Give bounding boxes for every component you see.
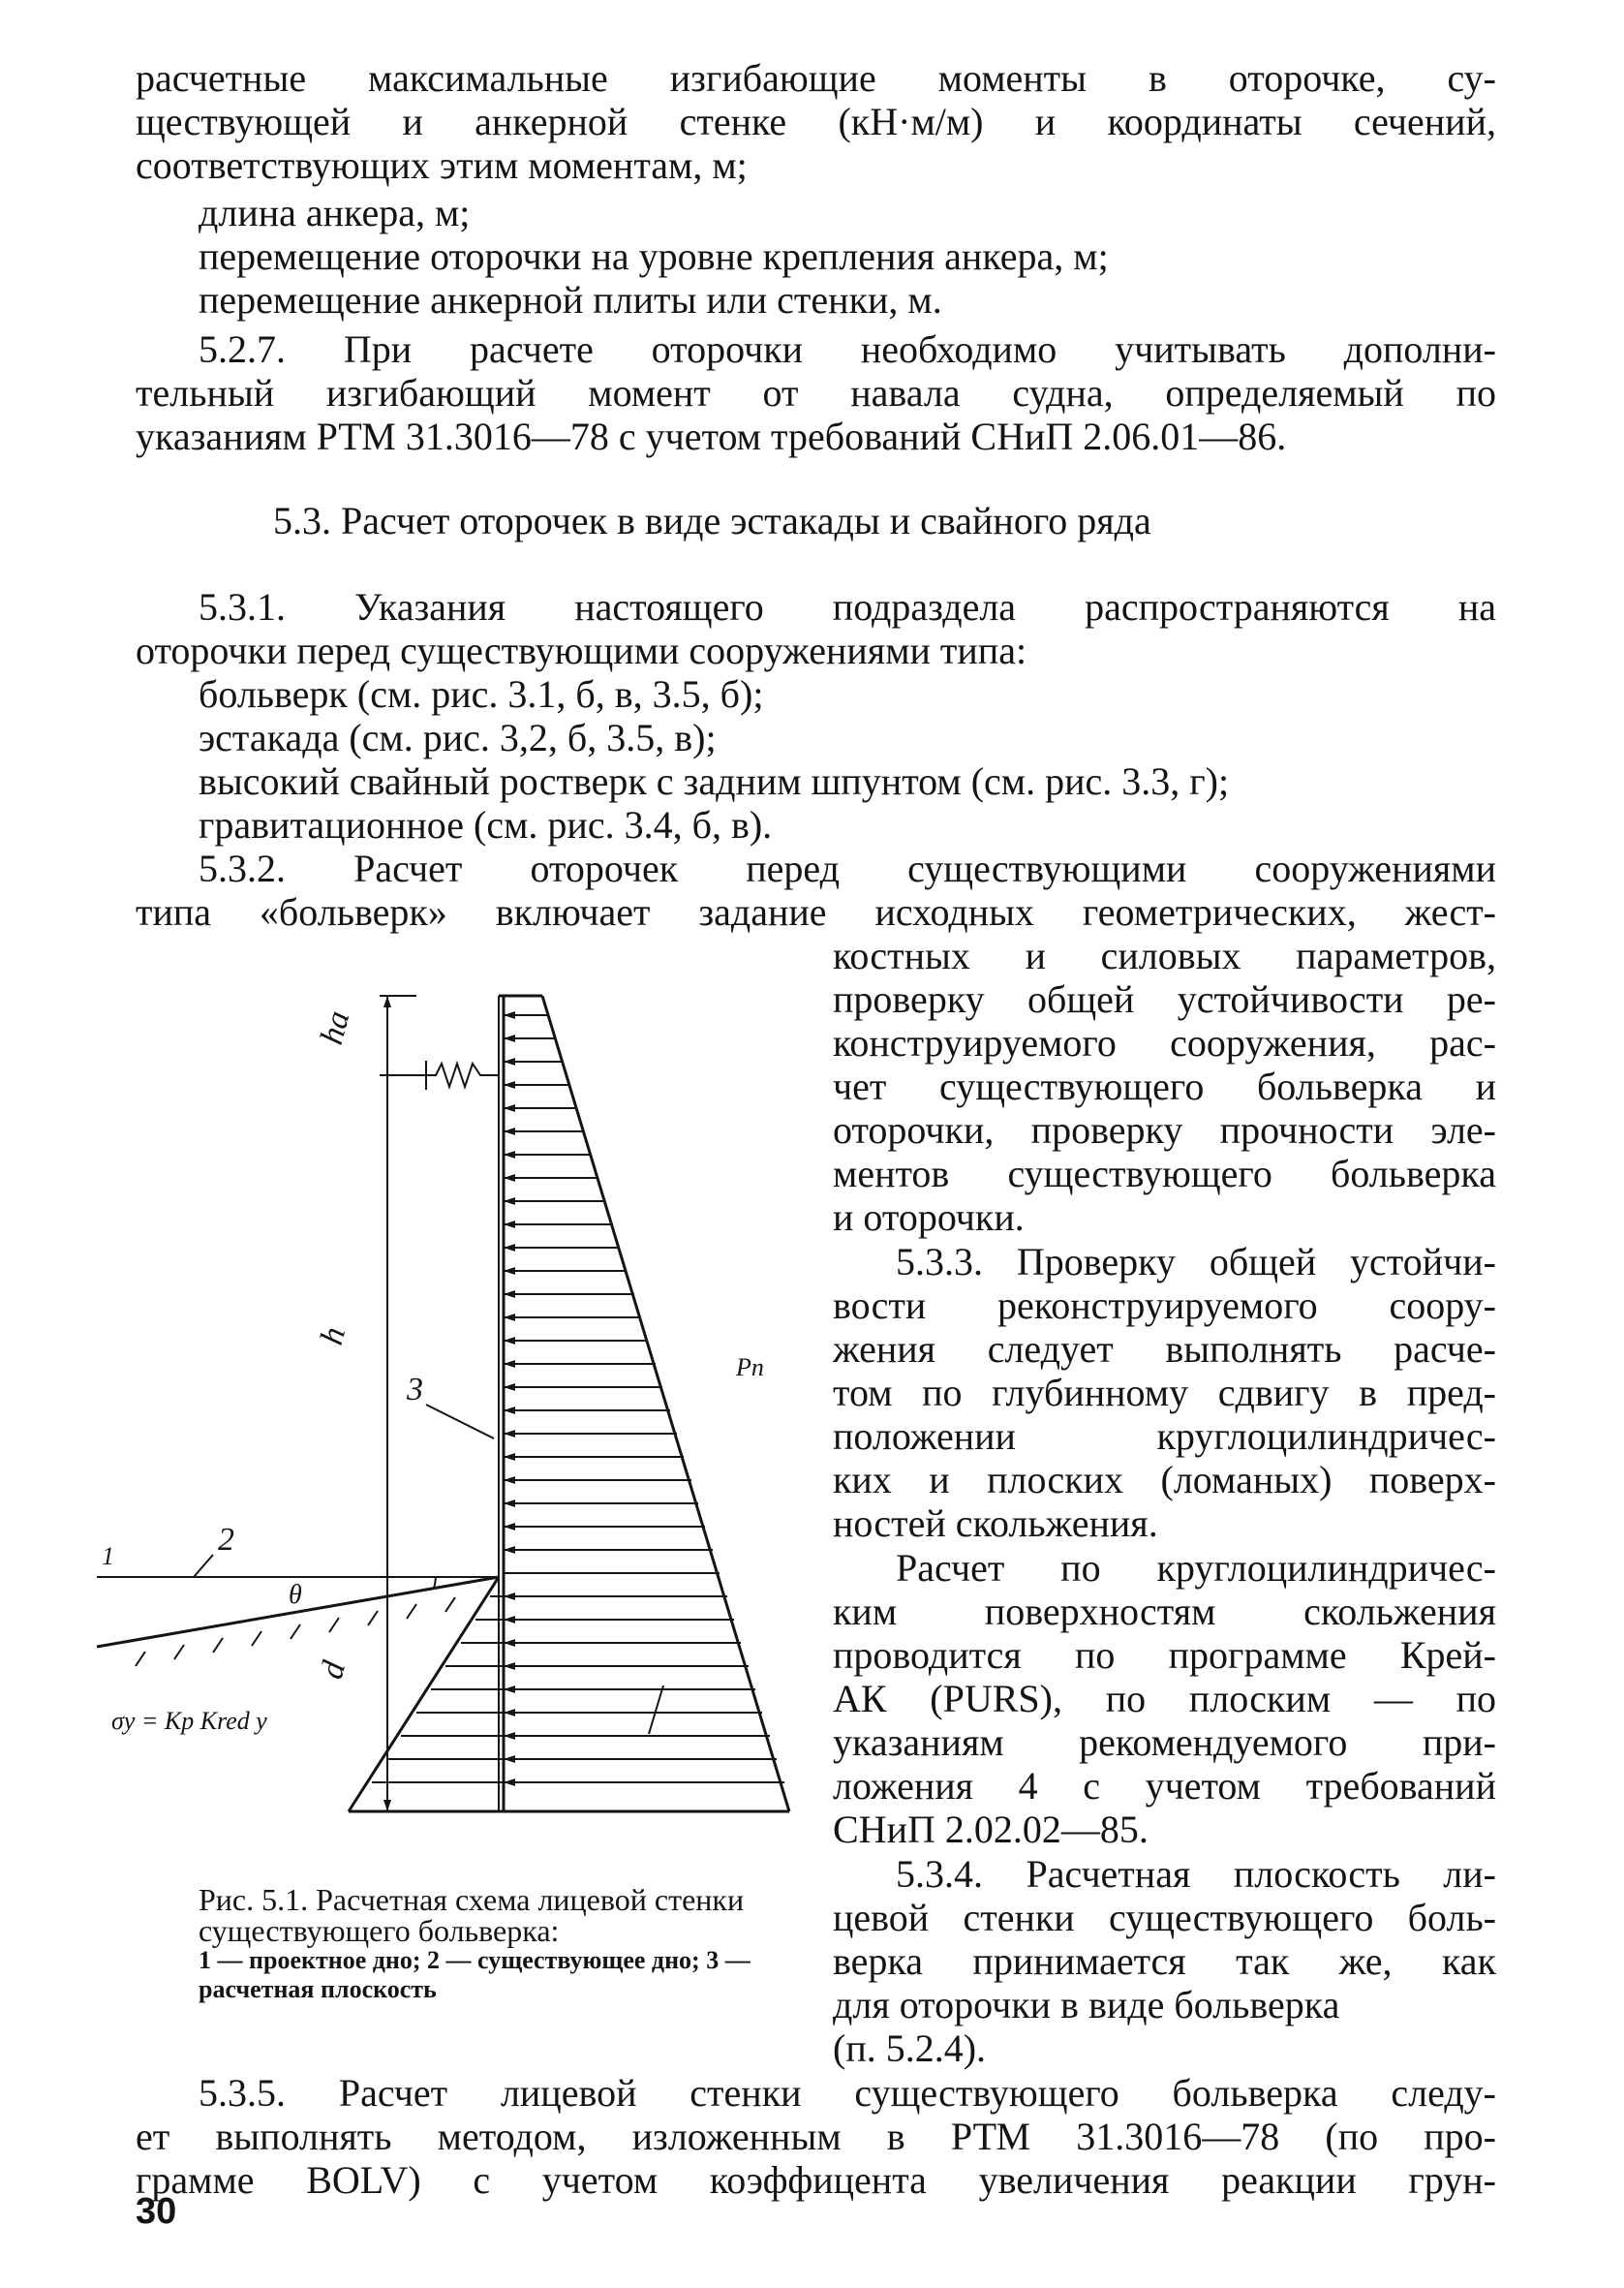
paragraph-5-3-2	[136, 847, 1496, 934]
text-line: Расчет по круглоцилиндричес-	[896, 1546, 1496, 1590]
list-item: эстакада (см. рис. 3,2, б, 3.5, в);	[199, 716, 717, 759]
text-line: ким поверхностям скольжения	[833, 1590, 1496, 1633]
label-3: 3	[407, 1372, 423, 1407]
list-item: больверк (см. рис. 3.1, б, в, 3.5, б);	[199, 672, 764, 716]
text-line: ких и плоских (ломаных) поверх-	[833, 1458, 1496, 1501]
list-item: перемещение анкерной плиты или стенки, м.	[199, 278, 942, 322]
text-line: ет выполнять методом, изложенным в РТМ 31.3016—78 (по про-	[136, 2115, 1496, 2158]
text-line: чет существующего больверка и	[833, 1065, 1496, 1108]
text-line: цевой стенки существующего боль-	[833, 1896, 1496, 1939]
paragraph-5-3-2-column	[833, 934, 1496, 1239]
list-item: перемещение оторочки на уровне крепления анкера, м;	[199, 234, 1109, 278]
text-line: 5.2.7. При расчете оторочки необходимо учитывать дополни-	[199, 327, 1496, 371]
text-line: ложения 4 с учетом требований	[833, 1764, 1496, 1808]
page-number: 30	[136, 2191, 177, 2232]
list-item: высокий свайный ростверк с задним шпунтом (см. рис. 3.3, г);	[199, 759, 1230, 803]
text-line: АК (PURS), по плоским — по	[833, 1677, 1496, 1720]
text-line: костных и силовых параметров,	[833, 934, 1496, 977]
definitions-list	[199, 191, 1496, 322]
text-line: жения следует выполнять расче-	[833, 1327, 1496, 1371]
anchor-spring	[416, 1064, 499, 1087]
intro-paragraph	[136, 56, 1496, 187]
text-line: том по глубинному сдвигу в пред-	[833, 1371, 1496, 1414]
text-line: 5.3.2. Расчет оторочек перед существующими сооружениями	[199, 847, 1496, 890]
structure-types-list	[199, 672, 1496, 847]
paragraph-5-3-3	[833, 1240, 1496, 1545]
label-1: 1	[102, 1542, 114, 1570]
text-line: 5.3.5. Расчет лицевой стенки существующего больверка следу-	[199, 2071, 1496, 2115]
figure-5-1-diagram	[102, 969, 804, 1840]
paragraph-5-3-4	[833, 1852, 1496, 2070]
text-line: и оторочки.	[833, 1195, 1025, 1239]
paragraph-5-3-3-programs	[833, 1546, 1496, 1851]
figure-caption	[199, 1884, 789, 2004]
text-line: верка принимается так же, как	[833, 1939, 1496, 1983]
text-line: положении круглоцилиндричес-	[833, 1414, 1496, 1458]
label-d: d	[313, 1657, 353, 1684]
text-line: оторочки перед существующими сооружениями типа:	[136, 629, 1027, 672]
caption-legend: 1 — проектное дно; 2 — существующее дно; 3 — расчетная плоскость	[199, 1946, 751, 2003]
label-theta: θ	[289, 1580, 302, 1610]
label-formula: σy = Kp Kred y	[111, 1707, 267, 1735]
text-line: грамме BOLV) с учетом коэффицента увеличения реакции грун-	[136, 2158, 1496, 2202]
list-item: гравитационное (см. рис. 3.4, б, в).	[199, 803, 773, 847]
passive-triangle	[349, 1577, 499, 1811]
list-item: длина анкера, м;	[199, 191, 471, 234]
text-line: конструируемого сооружения, рас-	[833, 1021, 1496, 1065]
label-ha: hа	[313, 1006, 357, 1049]
text-line: ществующей и анкерной стенке (кН·м/м) и координаты сечений,	[136, 100, 1496, 143]
paragraph-5-3-5	[136, 2071, 1496, 2202]
text-line: для оторочки в виде больверка	[833, 1983, 1340, 2026]
paragraph-5-3-1	[136, 585, 1496, 672]
label-pn: Pп	[736, 1353, 764, 1381]
text-line: 5.3.4. Расчетная плоскость ли-	[896, 1852, 1496, 1896]
text-line: указаниям РТМ 31.3016—78 с учетом требований СНиП 2.06.01—86.	[136, 415, 1287, 458]
text-line: проводится по программе Крей-	[833, 1633, 1496, 1677]
caption-title: Рис. 5.1. Расчетная схема лицевой стенки существующего больверка:	[199, 1882, 745, 1948]
text-line: ностей скольжения.	[833, 1501, 1158, 1545]
text-line: расчетные максимальные изгибающие моменты в оторочке, су-	[136, 56, 1496, 100]
text-line: вости реконструируемого соору-	[833, 1283, 1496, 1327]
section-heading: 5.3. Расчет оторочек в виде эстакады и свайного ряда	[273, 499, 1151, 542]
text-line: СНиП 2.02.02—85.	[833, 1808, 1149, 1851]
text-line: указаниям рекомендуемого при-	[833, 1720, 1496, 1764]
text-line: типа «больверк» включает задание исходных геометрических, жест-	[136, 890, 1496, 934]
text-line: проверку общей устойчивости ре-	[833, 977, 1496, 1021]
text-line: 5.3.1. Указания настоящего подраздела распространяются на	[199, 585, 1496, 629]
pressure-arrows	[372, 1015, 784, 1782]
text-line: (п. 5.2.4).	[833, 2026, 987, 2070]
text-line: 5.3.3. Проверку общей устойчи-	[896, 1240, 1496, 1283]
text-line: соответствующих этим моментам, м;	[136, 143, 748, 187]
text-line: оторочки, проверку прочности эле-	[833, 1108, 1496, 1152]
label-h: h	[313, 1323, 353, 1349]
text-line: ментов существующего больверка	[833, 1152, 1496, 1195]
text-line: тельный изгибающий момент от навала судна, определяемый по	[136, 371, 1496, 415]
paragraph-5-2-7	[136, 327, 1496, 458]
label-2: 2	[218, 1522, 234, 1558]
